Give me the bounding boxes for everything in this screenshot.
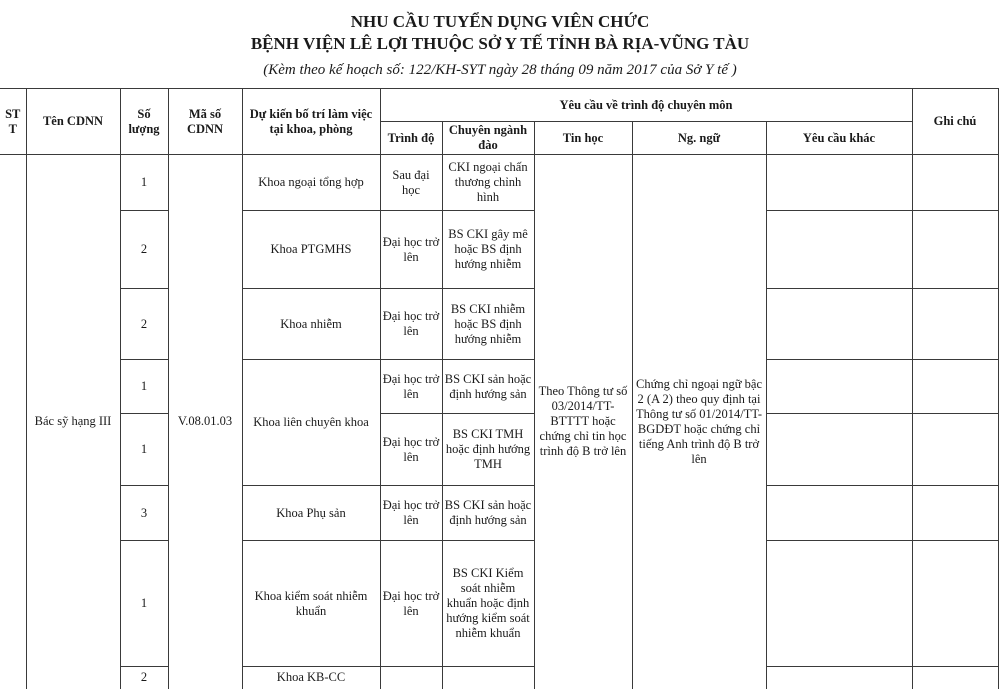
header-so-luong: Số lượng (120, 89, 168, 155)
chuyen-nganh-cell: BS CKI sản hoặc định hướng sản (442, 486, 534, 541)
table-row (0, 289, 998, 360)
yeu-cau-khac-cell (766, 541, 912, 667)
khoa-cell: Khoa nhiễm (242, 289, 380, 360)
header-du-kien: Dự kiến bố trí làm việc tại khoa, phòng (242, 89, 380, 155)
ma-so-cell: V.08.01.03 (168, 155, 242, 689)
plan-reference: (Kèm theo kế hoạch số: 122/KH-SYT ngày 28 tháng 09 năm 2017 của Sở Y tế ) (263, 62, 737, 78)
trinh-do-cell: Đại học trở lên (380, 541, 442, 667)
ghi-chu-cell (912, 414, 998, 486)
header-ma-so: Mã số CDNN (168, 89, 242, 155)
trinh-do-cell: Đại học trở lên (380, 289, 442, 360)
trinh-do-cell: Đại học trở lên (380, 360, 442, 414)
table-row (0, 155, 998, 211)
khoa-cell: Khoa Phụ sản (242, 486, 380, 541)
chuyen-nganh-cell: BS CKI Kiểm soát nhiễm khuẩn hoặc định hướng kiểm soát nhiễm khuẩn (442, 541, 534, 667)
table-row (0, 541, 998, 667)
ngoai-ngu-cell: Chứng chỉ ngoại ngữ bậc 2 (A 2) theo quy định tại Thông tư số 01/2014/TT-BGDĐT hoặc chứng chỉ tiếng Anh trình độ B trở lên (632, 155, 766, 689)
table-row (0, 211, 998, 289)
trinh-do-cell (380, 667, 442, 689)
header-yeu-cau-khac: Yêu cầu khác (766, 122, 912, 155)
chuyen-nganh-cell (442, 667, 534, 689)
khoa-cell: Khoa liên chuyên khoa (242, 360, 380, 486)
ghi-chu-cell (912, 541, 998, 667)
table-row (0, 414, 998, 486)
so-luong-cell: 1 (120, 541, 168, 667)
table-row (0, 486, 998, 541)
chuyen-nganh-cell: BS CKI gây mê hoặc BS định hướng nhiễm (442, 211, 534, 289)
stt-cell (0, 155, 26, 689)
header-tin-hoc: Tin học (534, 122, 632, 155)
so-luong-cell: 2 (120, 289, 168, 360)
header-stt: ST T (0, 89, 26, 155)
document-title: NHU CẦU TUYỂN DỤNG VIÊN CHỨC (350, 12, 650, 31)
chuyen-nganh-cell: BS CKI sản hoặc định hướng sản (442, 360, 534, 414)
table-row (0, 667, 998, 689)
trinh-do-cell: Đại học trở lên (380, 211, 442, 289)
header-ngoai-ngu: Ng. ngữ (632, 122, 766, 155)
ghi-chu-cell (912, 667, 998, 689)
yeu-cau-khac-cell (766, 155, 912, 211)
header-trinh-do: Trình độ (380, 122, 442, 155)
so-luong-cell: 1 (120, 155, 168, 211)
yeu-cau-khac-cell (766, 289, 912, 360)
so-luong-cell: 1 (120, 414, 168, 486)
yeu-cau-khac-cell (766, 486, 912, 541)
so-luong-cell: 2 (120, 211, 168, 289)
ghi-chu-cell (912, 211, 998, 289)
khoa-cell: Khoa ngoại tổng hợp (242, 155, 380, 211)
chuyen-nganh-cell: BS CKI nhiễm hoặc BS định hướng nhiễm (442, 289, 534, 360)
so-luong-cell: 3 (120, 486, 168, 541)
trinh-do-cell: Đại học trở lên (380, 486, 442, 541)
header-ten-cdnn: Tên CDNN (26, 89, 120, 155)
table-row (0, 360, 998, 414)
header-ghi-chu: Ghi chú (912, 89, 998, 155)
trinh-do-cell: Đại học trở lên (380, 414, 442, 486)
khoa-cell: Khoa PTGMHS (242, 211, 380, 289)
khoa-cell: Khoa kiểm soát nhiễm khuẩn (242, 541, 380, 667)
recruitment-table (0, 88, 999, 689)
header-yeu-cau: Yêu cầu về trình độ chuyên môn (380, 89, 912, 122)
chuyen-nganh-cell: BS CKI TMH hoặc định hướng TMH (442, 414, 534, 486)
yeu-cau-khac-cell (766, 360, 912, 414)
ghi-chu-cell (912, 486, 998, 541)
chuyen-nganh-cell: CKI ngoại chấn thương chỉnh hình (442, 155, 534, 211)
ghi-chu-cell (912, 289, 998, 360)
ghi-chu-cell (912, 155, 998, 211)
so-luong-cell: 1 (120, 360, 168, 414)
header-chuyen-nganh: Chuyên ngành đào (442, 122, 534, 155)
hospital-title: BỆNH VIỆN LÊ LỢI THUỘC SỞ Y TẾ TỈNH BÀ RỊA-VŨNG TÀU (250, 34, 750, 53)
khoa-cell: Khoa KB-CC (242, 667, 380, 689)
ten-cdnn-cell: Bác sỹ hạng III (26, 155, 120, 689)
yeu-cau-khac-cell (766, 414, 912, 486)
trinh-do-cell: Sau đại học (380, 155, 442, 211)
tin-hoc-cell: Theo Thông tư số 03/2014/TT-BTTTT hoặc chứng chỉ tin học trình độ B trở lên (534, 155, 632, 689)
yeu-cau-khac-cell (766, 667, 912, 689)
so-luong-cell: 2 (120, 667, 168, 689)
yeu-cau-khac-cell (766, 211, 912, 289)
ghi-chu-cell (912, 360, 998, 414)
